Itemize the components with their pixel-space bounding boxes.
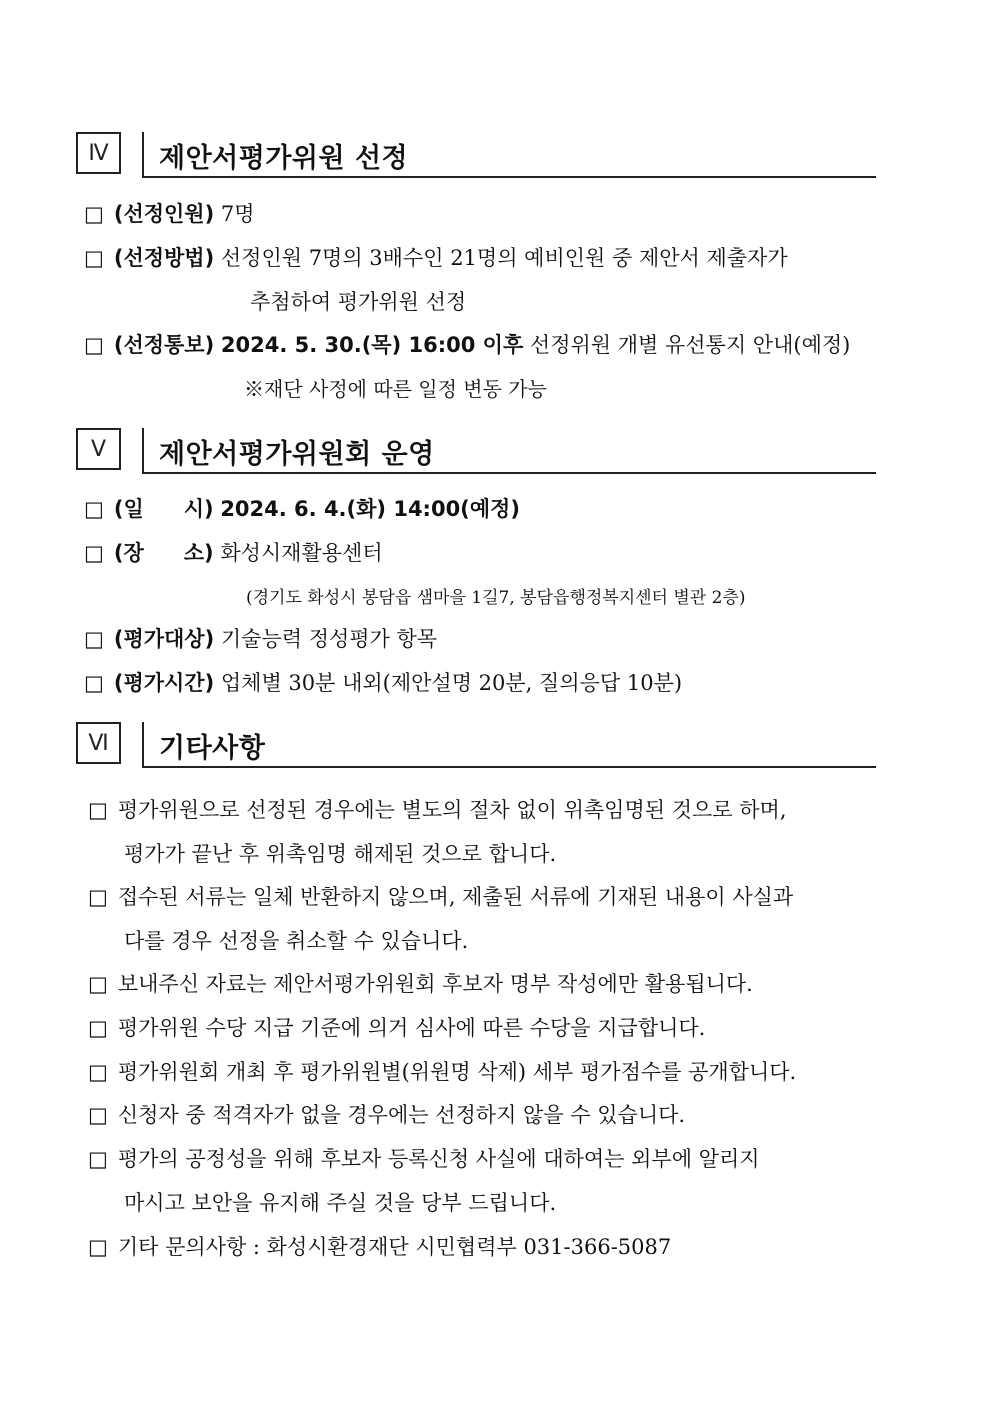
- list-item: [84, 623, 437, 653]
- item-text: 보내주신 자료는 제안서평가위원회 후보자 명부 작성에만 활용됩니다.: [117, 972, 753, 996]
- item-text: 기타 문의사항 : 화성시환경재단 시민협력부 031-366-5087: [117, 1235, 672, 1259]
- list-item: [84, 493, 520, 523]
- list-item: [88, 1231, 671, 1261]
- list-item: [84, 242, 788, 272]
- item-text: 평가위원으로 선정된 경우에는 별도의 절차 없이 위촉임명된 것으로 하며,: [117, 798, 787, 822]
- checkbox-icon: □: [88, 885, 108, 909]
- checkbox-icon: □: [84, 497, 104, 521]
- section-title: 제안서평가위원 선정: [159, 143, 409, 174]
- item-continuation: 다를 경우 선정을 취소할 수 있습니다.: [124, 929, 469, 953]
- checkbox-icon: □: [88, 1060, 108, 1084]
- checkbox-icon: □: [88, 1147, 108, 1171]
- item-label: (선정통보): [113, 333, 215, 357]
- item-label: (선정인원): [113, 202, 215, 226]
- checkbox-icon: □: [84, 246, 104, 270]
- item-label: (선정방법): [113, 246, 215, 270]
- section-number: Ⅴ: [76, 428, 121, 470]
- divider: [142, 176, 876, 178]
- divider: [142, 472, 876, 474]
- section-title: 기타사항: [159, 733, 266, 764]
- section-5-header: [76, 428, 876, 476]
- list-item: [84, 537, 383, 567]
- item-text: 접수된 서류는 일체 반환하지 않으며, 제출된 서류에 기재된 내용이 사실과: [117, 885, 794, 909]
- item-value: 선정인원 7명의 3배수인 21명의 예비인원 중 제안서 제출자가: [220, 246, 788, 270]
- item-text: 평가위원회 개최 후 평가위원별(위원명 삭제) 세부 평가점수를 공개합니다.: [117, 1060, 797, 1084]
- address: (경기도 화성시 봉담읍 샘마을 1길7, 봉담읍행정복지센터 별관 2층): [246, 588, 746, 608]
- item-value: 화성시재활용센터: [220, 541, 383, 565]
- checkbox-icon: □: [88, 1016, 108, 1040]
- checkbox-icon: □: [84, 671, 104, 695]
- checkbox-icon: □: [84, 627, 104, 651]
- item-value: 업체별 30분 내외(제안설명 20분, 질의응답 10분): [220, 671, 683, 695]
- item-label: (장: [113, 541, 144, 565]
- list-item: [88, 968, 753, 998]
- section-4-header: [76, 132, 876, 180]
- divider: [142, 428, 144, 474]
- list-item: [84, 198, 255, 228]
- checkbox-icon: □: [88, 798, 108, 822]
- section-number: Ⅳ: [76, 132, 121, 174]
- item-value: 7명: [220, 202, 255, 226]
- list-item: [84, 667, 682, 697]
- item-value: 선정위원 개별 유선통지 안내(예정): [529, 333, 851, 357]
- item-text: 평가위원 수당 지급 기준에 의거 심사에 따른 수당을 지급합니다.: [117, 1016, 706, 1040]
- divider: [142, 722, 144, 768]
- item-text: 평가의 공정성을 위해 후보자 등록신청 사실에 대하여는 외부에 알리지: [117, 1147, 760, 1171]
- list-item: [88, 1099, 685, 1129]
- divider: [142, 766, 876, 768]
- list-item: [84, 329, 850, 359]
- divider: [142, 132, 144, 178]
- item-value: 2024. 6. 4.(화) 14:00(예정): [220, 497, 520, 521]
- checkbox-icon: □: [84, 541, 104, 565]
- list-item: [88, 794, 787, 824]
- checkbox-icon: □: [84, 202, 104, 226]
- list-item: [88, 1056, 796, 1086]
- item-continuation: 평가가 끝난 후 위촉임명 해제된 것으로 합니다.: [124, 842, 557, 866]
- list-item: [88, 881, 793, 911]
- checkbox-icon: □: [84, 333, 104, 357]
- item-text: 신청자 중 적격자가 없을 경우에는 선정하지 않을 수 있습니다.: [117, 1103, 686, 1127]
- checkbox-icon: □: [88, 972, 108, 996]
- item-label: 시): [183, 497, 214, 521]
- item-label: (일: [113, 497, 144, 521]
- checkbox-icon: □: [88, 1235, 108, 1259]
- section-number: Ⅵ: [76, 722, 121, 764]
- section-6-header: [76, 722, 876, 770]
- checkbox-icon: □: [88, 1103, 108, 1127]
- item-value: 기술능력 정성평가 항목: [220, 627, 438, 651]
- item-label: (평가대상): [113, 627, 215, 651]
- item-continuation: 마시고 보안을 유지해 주실 것을 당부 드립니다.: [124, 1191, 557, 1215]
- item-label: (평가시간): [113, 671, 215, 695]
- item-continuation: 추첨하여 평가위원 선정: [250, 290, 467, 314]
- note: ※재단 사정에 따른 일정 변동 가능: [244, 377, 547, 401]
- notice-date: 2024. 5. 30.(목) 16:00 이후: [220, 333, 524, 357]
- list-item: [88, 1012, 705, 1042]
- list-item: [88, 1143, 760, 1173]
- item-label: 소): [183, 541, 214, 565]
- section-title: 제안서평가위원회 운영: [159, 439, 435, 470]
